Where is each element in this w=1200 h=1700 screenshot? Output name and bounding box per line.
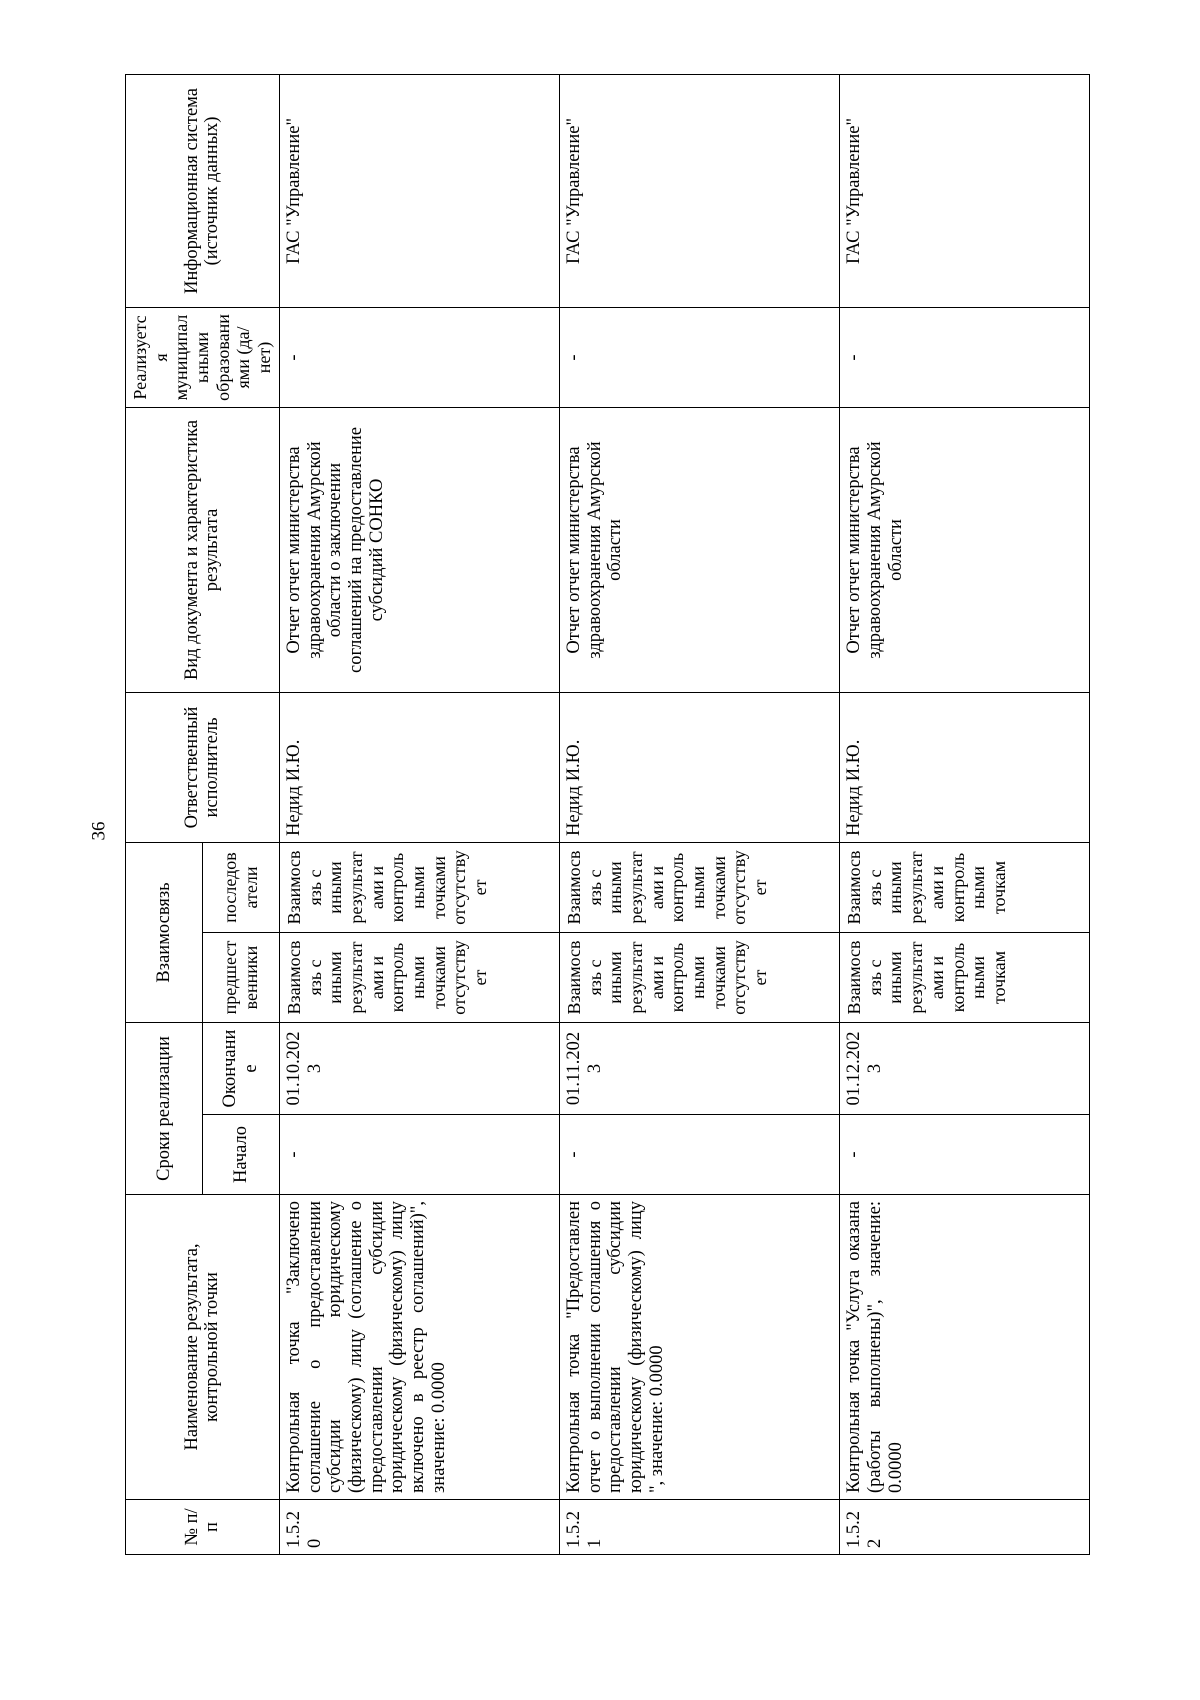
row-doc: Отчет отчет министерства здравоохранения Амурской области xyxy=(840,407,1090,692)
row-num: 1.5.21 xyxy=(559,1500,839,1555)
header-succ: последователи xyxy=(202,842,279,932)
row-responsible: Недид И.Ю. xyxy=(559,692,839,842)
row-end: 01.12.2023 xyxy=(840,1023,1090,1115)
row-system: ГАС "Управление" xyxy=(279,74,559,307)
table-row xyxy=(279,74,559,1554)
row-num: 1.5.22 xyxy=(840,1500,1090,1555)
header-name: Наименование результата, контрольной точки xyxy=(126,1195,280,1500)
row-start: - xyxy=(840,1115,1090,1195)
header-doc: Вид документа и характеристика результата xyxy=(126,407,280,692)
page-number: 36 xyxy=(88,821,110,841)
row-responsible: Недид И.Ю. xyxy=(279,692,559,842)
row-end: 01.11.2023 xyxy=(559,1023,839,1115)
header-pred: предшественники xyxy=(202,933,279,1023)
row-num: 1.5.20 xyxy=(279,1500,559,1555)
row-succ: Взаимосвязь с иными результатами и контрольными точками отсутствует xyxy=(559,842,839,932)
row-responsible: Недид И.Ю. xyxy=(840,692,1090,842)
header-num: № п/п xyxy=(126,1500,280,1555)
row-start: - xyxy=(279,1115,559,1195)
header-end: Окончание xyxy=(202,1023,279,1115)
row-municipal: - xyxy=(279,307,559,407)
row-succ: Взаимосвязь с иными результатами и контрольными точками отсутствует xyxy=(279,842,559,932)
header-start: Начало xyxy=(202,1115,279,1195)
header-municipal: Реализуется муниципальными образованиями (да/нет) xyxy=(126,307,280,407)
header-relation: Взаимосвязь xyxy=(126,842,203,1022)
row-name: Контрольная точка "Услуга оказана (работы выполнены)", значение: 0.0000 xyxy=(840,1195,1090,1500)
header-period: Сроки реализации xyxy=(126,1023,203,1195)
row-name: Контрольная точка "Заключено соглашение о предоставлении субсидии юридическому (физическому) лицу (соглашение о предоставлении субсидии юридическому (физическому) лицу включено в реестр соглашений)", значение: 0.0000 xyxy=(279,1195,559,1500)
row-system: ГАС "Управление" xyxy=(840,74,1090,307)
row-start: - xyxy=(559,1115,839,1195)
row-doc: Отчет отчет министерства здравоохранения Амурской области о заключении соглашений на предоставление субсидий СОНКО xyxy=(279,407,559,692)
row-pred: Взаимосвязь с иными результатами и контрольными точками отсутствует xyxy=(279,933,559,1023)
row-end: 01.10.2023 xyxy=(279,1023,559,1115)
control-points-table xyxy=(125,74,1090,1555)
row-pred: Взаимосвязь с иными результатами и контрольными точками отсутствует xyxy=(559,933,839,1023)
row-doc: Отчет отчет министерства здравоохранения Амурской области xyxy=(559,407,839,692)
rotated-table-wrapper xyxy=(125,75,1080,1555)
row-succ: Взаимосвязь с иными результатами и контрольными точкам xyxy=(840,842,1090,932)
table-row xyxy=(840,74,1090,1554)
header-row xyxy=(126,74,203,1554)
row-municipal: - xyxy=(840,307,1090,407)
row-system: ГАС "Управление" xyxy=(559,74,839,307)
row-municipal: - xyxy=(559,307,839,407)
header-system: Информационная система (источник данных) xyxy=(126,74,280,307)
row-name: Контрольная точка "Предоставлен отчет о выполнении соглашения о предоставлении субсидии юридическому (физическому) лицу ", значение: 0.0000 xyxy=(559,1195,839,1500)
header-responsible: Ответственный исполнитель xyxy=(126,692,280,842)
row-pred: Взаимосвязь с иными результатами и контрольными точкам xyxy=(840,933,1090,1023)
table-row xyxy=(559,74,839,1554)
